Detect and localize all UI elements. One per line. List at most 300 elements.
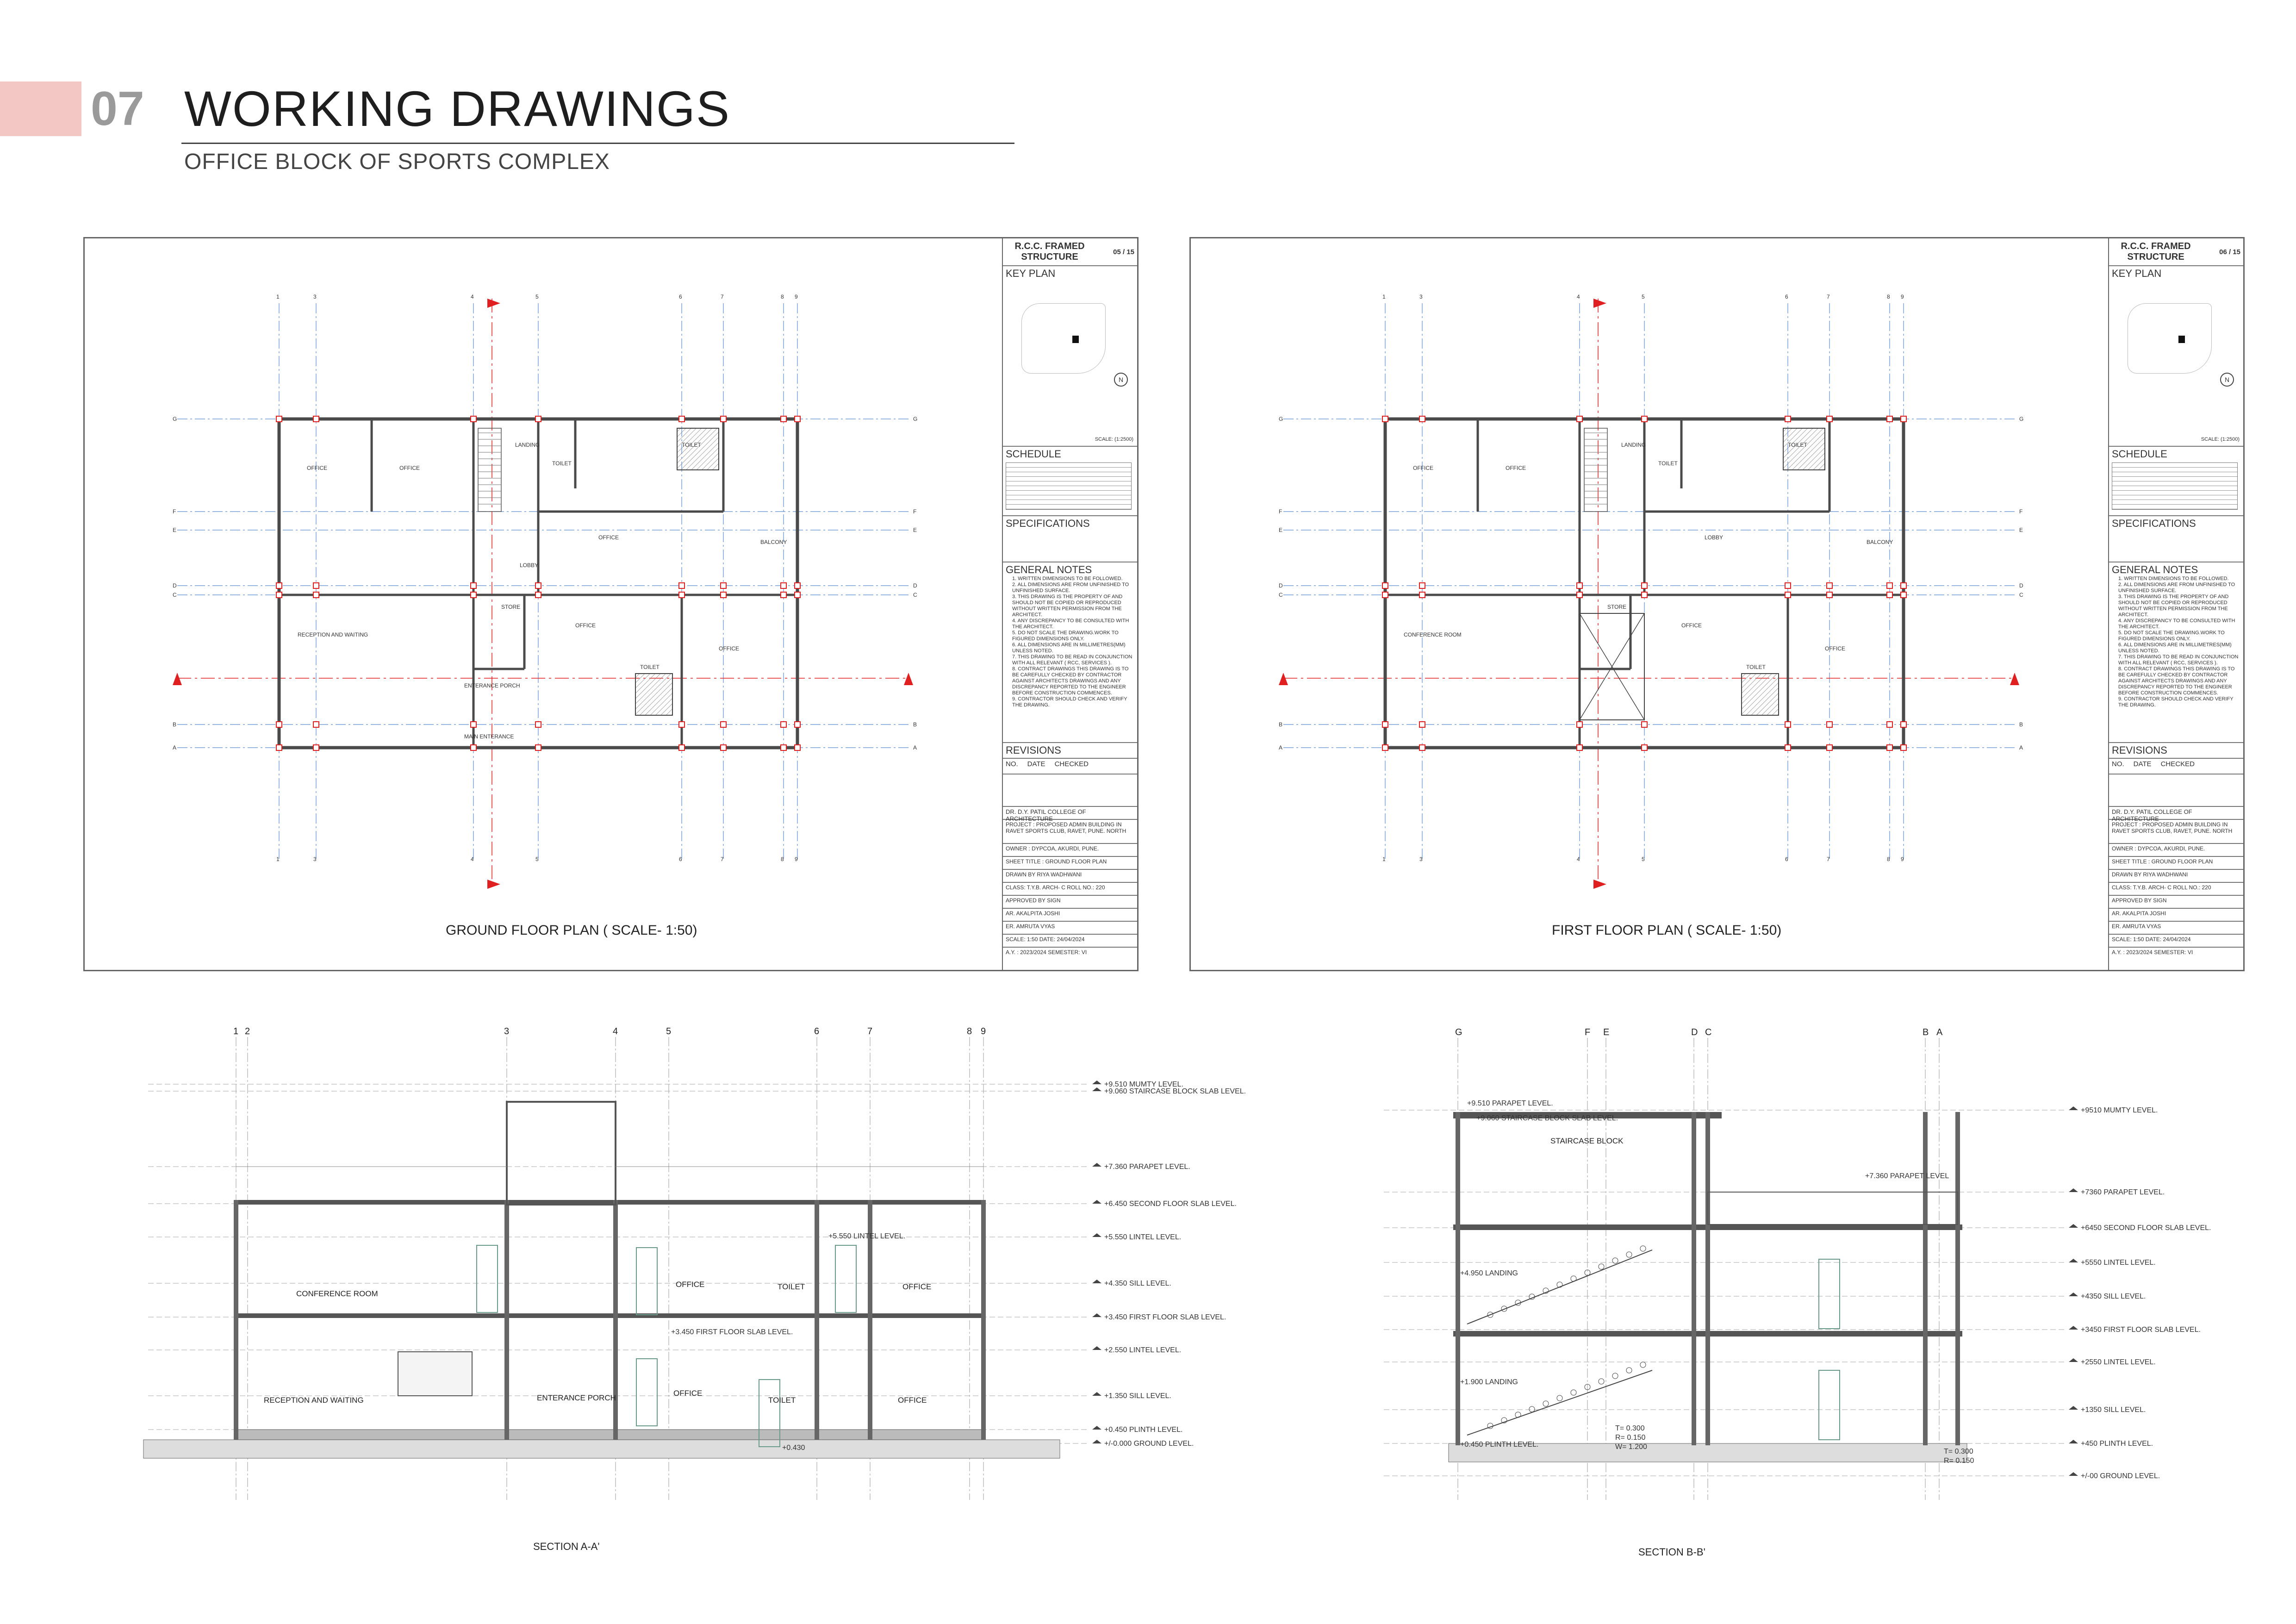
grid-axis-label: 1 [1382, 294, 1386, 300]
sheet-title-cell [2109, 238, 2243, 266]
revisions-blank [2109, 775, 2243, 807]
section-axis-label: F [1585, 1028, 1591, 1037]
general-note: 6. ALL DIMENSIONS ARE IN MILLIMETRES(MM) UNLESS NOTED. [2118, 642, 2232, 654]
grid-axis-label: A [173, 744, 177, 751]
owner-name: OWNER : DYPCOA, AKURDI, PUNE. [1003, 844, 1137, 857]
column-marker [535, 583, 541, 588]
revisions-section: REVISIONS [2109, 743, 2243, 759]
section-room-label: OFFICE [898, 1396, 927, 1405]
column-marker [1642, 416, 1647, 422]
section-room-label: STAIRCASE BLOCK [1550, 1137, 1624, 1145]
column-marker [313, 722, 319, 727]
level-label: +9510 MUMTY LEVEL. [2081, 1106, 2158, 1114]
ground-floor-plan-drawing [85, 238, 1001, 970]
section-axis-label: B [1923, 1028, 1929, 1037]
column-marker [1642, 583, 1647, 588]
level-marker-icon [2069, 1106, 2078, 1110]
mumty-block [507, 1102, 616, 1205]
level-marker-icon [1092, 1081, 1101, 1084]
level-label: +1.350 SILL LEVEL. [1104, 1392, 1171, 1400]
level-label: +450 PLINTH LEVEL. [2081, 1440, 2153, 1448]
sheet-title-cell [1003, 238, 1137, 266]
level-marker-icon [1092, 1280, 1101, 1283]
level-label: +3450 FIRST FLOOR SLAB LEVEL. [2081, 1326, 2201, 1334]
column-marker [721, 722, 726, 727]
stair-step-icon [1529, 1406, 1535, 1412]
section-axis-label: 4 [613, 1028, 618, 1037]
column-marker [721, 583, 726, 588]
approved-by: APPROVED BY SIGN [1003, 896, 1137, 909]
general-note: 5. DO NOT SCALE THE DRAWING.WORK TO FIGURED DIMENSIONS ONLY. [1012, 630, 1119, 642]
grid-axis-label: 5 [535, 856, 539, 862]
column-marker [471, 722, 476, 727]
room-label: RECEPTION AND WAITING [298, 631, 368, 638]
title-block [2108, 238, 2243, 970]
stair-step-icon [1571, 1390, 1576, 1395]
column-marker [276, 592, 282, 598]
grid-axis-label: E [913, 527, 917, 533]
section-wall [981, 1200, 986, 1440]
level-label: +9.060 STAIRCASE BLOCK SLAB LEVEL. [1104, 1087, 1246, 1095]
section-axis-label: 2 [245, 1028, 250, 1037]
stair-spec-label: R= 0.150 [1615, 1434, 1646, 1442]
key-plan-map-icon [2128, 303, 2212, 374]
level-marker-icon [1092, 1163, 1101, 1167]
grid-axis-label: D [2019, 582, 2023, 589]
section-axis-label: 1 [233, 1028, 239, 1037]
section-wall [1456, 1112, 1460, 1445]
header-accent-block [0, 81, 81, 136]
column-marker [313, 583, 319, 588]
grid-axis-label: 6 [679, 856, 682, 862]
column-marker [1901, 722, 1906, 727]
inner-level-label: +9.510 PARAPET LEVEL. [1467, 1099, 1553, 1107]
college-name: DR. D.Y. PATIL COLLEGE OF ARCHITECTURE [2109, 807, 2243, 820]
room-label: OFFICE [719, 645, 739, 652]
level-label: +7.360 PARAPET LEVEL. [1104, 1163, 1190, 1171]
grid-axis-label: 6 [1785, 294, 1788, 300]
column-marker [1419, 592, 1425, 598]
room-label: OFFICE [1506, 465, 1526, 471]
key-plan-scale: SCALE: (1:2500) [1095, 437, 1133, 442]
general-note: 3. THIS DRAWING IS THE PROPERTY OF AND SHOULD NOT BE COPIED OR REPRODUCED WITHOUT WRITTEN PERMISSION FROM THE ARCHITECT. [1012, 594, 1123, 618]
grid-axis-label: B [2019, 721, 2023, 728]
drawn-by: DRAWN BY RIYA WADHWANI [2109, 870, 2243, 883]
section-room-label: TOILET [778, 1282, 805, 1291]
grid-axis-label: A [2019, 744, 2023, 751]
column-marker [1577, 416, 1582, 422]
general-note: 1. WRITTEN DIMENSIONS TO BE FOLLOWED. [1012, 576, 1123, 581]
stair-spec-label: R= 0.150 [1944, 1457, 1974, 1465]
level-label: +4350 SILL LEVEL. [2081, 1293, 2146, 1300]
section-axis-label: 5 [666, 1028, 672, 1037]
toilet-block [635, 674, 672, 715]
level-marker-icon [1092, 1392, 1101, 1396]
grid-axis-label: 4 [471, 294, 474, 300]
grid-axis-label: 3 [1419, 856, 1423, 862]
level-label: +3.450 FIRST FLOOR SLAB LEVEL. [1104, 1313, 1226, 1321]
revision-column: CHECKED [2160, 760, 2195, 768]
revision-column: NO. [2112, 760, 2124, 768]
structure-title: R.C.C. FRAMED STRUCTURE [2121, 241, 2191, 262]
grid-axis-label: C [2019, 592, 2023, 598]
grid-axis-label: 7 [1827, 856, 1830, 862]
revision-column: DATE [1027, 760, 1045, 768]
column-marker [795, 583, 800, 588]
toilet-block [1742, 674, 1779, 715]
column-marker [1785, 745, 1791, 750]
column-marker [1887, 592, 1892, 598]
section-axis-label: A [1936, 1028, 1943, 1037]
column-marker [1382, 592, 1388, 598]
section-wall [1692, 1112, 1696, 1445]
section-arrow-icon [1279, 673, 1288, 685]
grid-axis-label: F [2019, 508, 2023, 515]
room-label: TOILET [1746, 664, 1766, 670]
north-arrow-icon: N [1114, 373, 1128, 387]
general-notes-section: GENERAL NOTES 1. WRITTEN DIMENSIONS TO BE FOLLOWED. 2. ALL DIMENSIONS ARE FROM UNFINISHED TO UNFINISHED SURFACE. 3. THIS DRAWING IS THE PROPERTY OF AND SHOULD NOT BE COPIED OR REPRODUCED WITHOUT WRITTEN PERMISSION FROM THE ARCHITECT. 4. ANY DISCREPANCY TO BE CONSULTED WITH THE ARCHITECT. 5. DO NOT SCALE THE DRAWING.WORK TO FIGURED DIMENSIONS ONLY. 6. ALL DIMENSIONS ARE IN MILLIMETRES(MM) UNLESS NOTED. 7. THIS DRAWING TO BE READ IN CONJUNCTION WITH ALL RELEVANT ( RCC, SERVICES ). 8. CONTRACT DRAWINGS THIS DRAWING IS TO BE CAREFULLY CHECKED BY CONTRACTOR AGAINST ARCHITECTS DRAWINGS AND ANY DISCREPANCY REPORTED TO THE ENGINEER BEFORE CONSTRUCTION COMMENCES. 9. CONTRACTOR SHOULD CHECK AND VERIFY THE DRAWING. [1003, 562, 1137, 743]
column-marker [535, 416, 541, 422]
inner-level-label: +0.450 PLINTH LEVEL. [1460, 1441, 1539, 1449]
parapet [1708, 1192, 1958, 1224]
door-elevation [636, 1248, 657, 1315]
plan-caption: GROUND FLOOR PLAN ( SCALE- 1:50) [446, 923, 697, 938]
project-name: PROJECT : PROPOSED ADMIN BUILDING IN RAVET SPORTS CLUB, RAVET, PUNE. NORTH [2109, 820, 2243, 844]
key-plan-scale: SCALE: (1:2500) [2201, 437, 2240, 442]
level-label: +0.450 PLINTH LEVEL. [1104, 1426, 1183, 1434]
grid-axis-label: B [913, 721, 917, 728]
staircase [478, 428, 501, 512]
general-note: 4. ANY DISCREPANCY TO BE CONSULTED WITH THE ARCHITECT. [2118, 618, 2235, 630]
year-semester: A.Y. : 2023/2024 SEMESTER: VI [1006, 949, 1087, 956]
general-note: 5. DO NOT SCALE THE DRAWING.WORK TO FIGURED DIMENSIONS ONLY. [2118, 630, 2225, 642]
column-marker [1785, 416, 1791, 422]
room-label: TOILET [1788, 442, 1807, 448]
door-elevation [835, 1245, 856, 1312]
column-marker [781, 722, 786, 727]
column-marker [1577, 745, 1582, 750]
room-label: OFFICE [307, 465, 327, 471]
general-note: 7. THIS DRAWING TO BE READ IN CONJUNCTION WITH ALL RELEVANT ( RCC, SERVICES ). [1012, 654, 1132, 666]
column-marker [1785, 583, 1791, 588]
stair-spec-label: W= 1.200 [1615, 1443, 1647, 1451]
class-roll: CLASS: T.Y.B. ARCH- C ROLL NO.: 220 [1003, 883, 1137, 896]
revision-column: CHECKED [1054, 760, 1089, 768]
inner-level-label: +1.900 LANDING [1460, 1378, 1518, 1386]
grid-axis-label: 8 [781, 856, 784, 862]
key-plan-section: KEY PLAN SCALE: (1:2500) N [1003, 266, 1137, 447]
grid-axis-label: 5 [535, 294, 539, 300]
general-note: 4. ANY DISCREPANCY TO BE CONSULTED WITH THE ARCHITECT. [1012, 618, 1129, 630]
level-label: +/-0.000 GROUND LEVEL. [1104, 1440, 1194, 1448]
grid-axis-label: 7 [1827, 294, 1830, 300]
general-note: 2. ALL DIMENSIONS ARE FROM UNFINISHED TO UNFINISHED SURFACE. [1012, 582, 1129, 593]
section-wall [613, 1200, 618, 1440]
grid-axis-label: 4 [471, 856, 474, 862]
column-marker [679, 722, 684, 727]
section-wall [504, 1200, 509, 1440]
grid-axis-label: 8 [781, 294, 784, 300]
approver-1: AR. AKALPITA JOSHI [2109, 909, 2243, 922]
section-arrow-icon [2010, 673, 2019, 685]
grid-axis-label: 3 [1419, 294, 1423, 300]
section-axis-label: D [1691, 1028, 1698, 1037]
grid-axis-label: 7 [721, 294, 724, 300]
section-room-label: RECEPTION AND WAITING [264, 1396, 364, 1405]
section-bb-caption: SECTION B-B' [1638, 1546, 1705, 1558]
room-label: TOILET [682, 442, 701, 448]
door-elevation [477, 1245, 498, 1312]
level-marker-icon [2069, 1326, 2078, 1330]
column-marker [1642, 722, 1647, 727]
grid-axis-label: C [913, 592, 917, 598]
section-room-label: TOILET [768, 1396, 796, 1405]
room-label: TOILET [552, 460, 572, 467]
column-marker [1827, 583, 1832, 588]
grid-axis-label: D [913, 582, 917, 589]
grid-axis-label: 3 [313, 856, 317, 862]
level-label: +9.510 MUMTY LEVEL. [1104, 1081, 1183, 1088]
section-axis-label: 9 [981, 1028, 986, 1037]
revisions-blank [1003, 775, 1137, 807]
column-marker [535, 722, 541, 727]
scale-date: SCALE: 1:50 DATE: 24/04/2024 [1003, 935, 1137, 948]
grid-axis-label: G [2019, 416, 2024, 422]
page-title: WORKING DRAWINGS [184, 81, 730, 137]
level-label: +5550 LINTEL LEVEL. [2081, 1259, 2156, 1267]
column-marker [781, 745, 786, 750]
section-aa-drawing [69, 1028, 1282, 1546]
column-marker [471, 583, 476, 588]
site-marker-icon [2178, 336, 2185, 343]
level-marker-icon [1092, 1200, 1101, 1204]
general-note: 9. CONTRACTOR SHOULD CHECK AND VERIFY THE DRAWING. [1012, 696, 1127, 708]
room-label: TOILET [640, 664, 660, 670]
section-axis-label: E [1603, 1028, 1610, 1037]
grid-axis-label: F [173, 508, 176, 515]
general-notes-section: GENERAL NOTES 1. WRITTEN DIMENSIONS TO BE FOLLOWED. 2. ALL DIMENSIONS ARE FROM UNFINISHED TO UNFINISHED SURFACE. 3. THIS DRAWING IS THE PROPERTY OF AND SHOULD NOT BE COPIED OR REPRODUCED WITHOUT WRITTEN PERMISSION FROM THE ARCHITECT. 4. ANY DISCREPANCY TO BE CONSULTED WITH THE ARCHITECT. 5. DO NOT SCALE THE DRAWING.WORK TO FIGURED DIMENSIONS ONLY. 6. ALL DIMENSIONS ARE IN MILLIMETRES(MM) UNLESS NOTED. 7. THIS DRAWING TO BE READ IN CONJUNCTION WITH ALL RELEVANT ( RCC, SERVICES ). 8. CONTRACT DRAWINGS THIS DRAWING IS TO BE CAREFULLY CHECKED BY CONTRACTOR AGAINST ARCHITECTS DRAWINGS AND ANY DISCREPANCY REPORTED TO THE ENGINEER BEFORE CONSTRUCTION COMMENCES. 9. CONTRACTOR SHOULD CHECK AND VERIFY THE DRAWING. [2109, 562, 2243, 743]
column-marker [1382, 583, 1388, 588]
column-marker [276, 745, 282, 750]
column-marker [1785, 722, 1791, 727]
grid-axis-label: F [1279, 508, 1282, 515]
class-roll: CLASS: T.Y.B. ARCH- C ROLL NO.: 220 [2109, 883, 2243, 896]
stair-flight [1467, 1250, 1652, 1324]
room-label: CONFERENCE ROOM [1404, 631, 1462, 638]
column-marker [795, 722, 800, 727]
stair-step-icon [1640, 1362, 1646, 1368]
grid-axis-label: D [173, 582, 177, 589]
column-marker [471, 592, 476, 598]
section-arrow-icon [487, 299, 500, 308]
door-elevation [636, 1359, 657, 1426]
window-w2 [398, 1352, 472, 1396]
level-label: +1350 SILL LEVEL. [2081, 1406, 2146, 1414]
approver-2: ER. AMRUTA VYAS [1003, 922, 1137, 935]
level-marker-icon [2069, 1224, 2078, 1228]
room-label: OFFICE [575, 622, 596, 629]
grid-axis-label: 9 [795, 856, 798, 862]
grid-axis-label: 8 [1887, 856, 1890, 862]
grid-axis-label: 1 [1382, 856, 1386, 862]
grid-axis-label: 3 [313, 294, 317, 300]
general-note: 8. CONTRACT DRAWINGS THIS DRAWING IS TO BE CAREFULLY CHECKED BY CONTRACTOR AGAINST ARCHITECTS DRAWINGS AND ANY DISCREPANCY REPORTED TO THE ENGINEER BEFORE CONSTRUCTION COMMENCES. [2118, 666, 2235, 696]
inner-level-label: +7.360 PARAPET LEVEL [1865, 1172, 1949, 1180]
level-marker-icon [2069, 1472, 2078, 1476]
section-room-label: ENTERANCE PORCH [537, 1393, 616, 1402]
project-name: PROJECT : PROPOSED ADMIN BUILDING IN RAVET SPORTS CLUB, RAVET, PUNE. NORTH [1003, 820, 1137, 844]
column-marker [1419, 416, 1425, 422]
section-wall [815, 1200, 819, 1440]
column-marker [1382, 722, 1388, 727]
column-marker [1419, 722, 1425, 727]
room-label: LOBBY [520, 562, 539, 568]
year-semester: A.Y. : 2023/2024 SEMESTER: VI [2112, 949, 2193, 956]
column-marker [1901, 583, 1906, 588]
schedule-table [2112, 462, 2238, 510]
level-marker-icon [1092, 1426, 1101, 1430]
title-block [1002, 238, 1137, 970]
schedule-table [1006, 462, 1132, 510]
column-marker [1642, 592, 1647, 598]
level-label: +/-00 GROUND LEVEL. [2081, 1472, 2160, 1480]
section-axis-label: 6 [814, 1028, 820, 1037]
grid-axis-label: C [173, 592, 177, 598]
column-marker [1382, 745, 1388, 750]
ground-floor-sheet [83, 237, 1139, 971]
column-marker [1419, 583, 1425, 588]
column-marker [471, 745, 476, 750]
sheet-number: 06 / 15 [2219, 248, 2240, 256]
section-wall [234, 1200, 238, 1440]
general-note: 2. ALL DIMENSIONS ARE FROM UNFINISHED TO UNFINISHED SURFACE. [2118, 582, 2235, 593]
section-aa-caption: SECTION A-A' [533, 1541, 600, 1552]
column-marker [313, 416, 319, 422]
revisions-section: REVISIONS [1003, 743, 1137, 759]
stair-spec-label: T= 0.300 [1615, 1424, 1645, 1432]
first-floor-plan-drawing [1191, 238, 2107, 970]
section-wall [1705, 1112, 1710, 1445]
level-marker-icon [1092, 1346, 1101, 1350]
grid-axis-label: E [2019, 527, 2023, 533]
column-marker [679, 416, 684, 422]
grid-axis-label: B [1279, 721, 1283, 728]
grid-axis-label: 5 [1642, 856, 1645, 862]
level-label: +2.550 LINTEL LEVEL. [1104, 1346, 1182, 1354]
room-label: STORE [1607, 604, 1627, 610]
site-marker-icon [1072, 336, 1079, 343]
grid-axis-label: F [913, 508, 917, 515]
grid-axis-label: 1 [276, 856, 280, 862]
section-room-label: OFFICE [673, 1389, 703, 1398]
inner-level-label: +3.450 FIRST FLOOR SLAB LEVEL. [671, 1328, 793, 1336]
approver-1: AR. AKALPITA JOSHI [1003, 909, 1137, 922]
column-marker [276, 416, 282, 422]
column-marker [1577, 583, 1582, 588]
grid-axis-label: 9 [795, 294, 798, 300]
structure-title: R.C.C. FRAMED STRUCTURE [1014, 241, 1085, 262]
column-marker [1577, 592, 1582, 598]
section-axis-label: 8 [967, 1028, 972, 1037]
column-marker [781, 592, 786, 598]
door-elevation [1819, 1259, 1840, 1329]
column-marker [1901, 416, 1906, 422]
grid-axis-label: 7 [721, 856, 724, 862]
stair-step-icon [1599, 1264, 1604, 1269]
owner-name: OWNER : DYPCOA, AKURDI, PUNE. [2109, 844, 2243, 857]
column-marker [1887, 583, 1892, 588]
college-name: DR. D.Y. PATIL COLLEGE OF ARCHITECTURE [1003, 807, 1137, 820]
toilet-block [1783, 428, 1825, 470]
column-marker [1827, 592, 1832, 598]
section-room-label: CONFERENCE ROOM [296, 1289, 378, 1298]
section-axis-label: C [1705, 1028, 1712, 1037]
inner-level-label: +9.060 STAIRCASE BLOCK SLAB LEVEL. [1476, 1114, 1618, 1122]
grid-axis-label: C [1279, 592, 1283, 598]
sheet-number: 05 / 15 [1113, 248, 1134, 256]
section-arrow-icon [173, 673, 182, 685]
revision-column: DATE [2133, 760, 2152, 768]
inner-level-label: +5.550 LINTEL LEVEL. [828, 1232, 906, 1240]
column-marker [471, 416, 476, 422]
schedule-section: SCHEDULE [2109, 447, 2243, 516]
title-rule [181, 143, 1014, 144]
grid-axis-label: 9 [1901, 856, 1904, 862]
approver-2: ER. AMRUTA VYAS [2109, 922, 2243, 935]
room-label: OFFICE [1681, 622, 1702, 629]
room-label: MAIN ENTERANCE [464, 733, 514, 740]
revisions-header [1003, 759, 1137, 775]
section-arrow-icon [904, 673, 913, 685]
stair-step-icon [1557, 1395, 1562, 1401]
level-label: +7360 PARAPET LEVEL. [2081, 1188, 2165, 1196]
level-marker-icon [2069, 1358, 2078, 1362]
column-marker [1887, 416, 1892, 422]
general-note: 8. CONTRACT DRAWINGS THIS DRAWING IS TO BE CAREFULLY CHECKED BY CONTRACTOR AGAINST ARCHITECTS DRAWINGS AND ANY DISCREPANCY REPORTED TO THE ENGINEER BEFORE CONSTRUCTION COMMENCES. [1012, 666, 1129, 696]
grid-axis-label: 6 [1785, 856, 1788, 862]
approved-by: APPROVED BY SIGN [2109, 896, 2243, 909]
section-number: 07 [91, 82, 144, 136]
column-marker [1827, 745, 1832, 750]
grid-axis-label: 8 [1887, 294, 1890, 300]
level-label: +6450 SECOND FLOOR SLAB LEVEL. [2081, 1224, 2211, 1232]
grid-axis-label: 1 [276, 294, 280, 300]
specifications-section: SPECIFICATIONS [2109, 516, 2243, 562]
grid-axis-label: E [173, 527, 177, 533]
column-marker [1382, 416, 1388, 422]
inner-level-label: +4.950 LANDING [1460, 1269, 1518, 1277]
page-subtitle: OFFICE BLOCK OF SPORTS COMPLEX [184, 150, 610, 174]
level-marker-icon [2069, 1259, 2078, 1262]
revision-column: NO. [1006, 760, 1018, 768]
column-marker [1577, 722, 1582, 727]
sheet-title: SHEET TITLE : GROUND FLOOR PLAN [2109, 857, 2243, 870]
section-arrow-icon [1593, 299, 1606, 308]
section-axis-label: G [1455, 1028, 1462, 1037]
first-floor-sheet [1189, 237, 2245, 971]
column-marker [795, 592, 800, 598]
column-marker [795, 745, 800, 750]
room-label: OFFICE [399, 465, 420, 471]
room-label: OFFICE [598, 534, 619, 541]
schedule-section: SCHEDULE [1003, 447, 1137, 516]
section-arrow-icon [487, 880, 500, 889]
toilet-block [677, 428, 719, 470]
column-marker [1901, 745, 1906, 750]
level-label: +2550 LINTEL LEVEL. [2081, 1358, 2156, 1366]
general-note: 6. ALL DIMENSIONS ARE IN MILLIMETRES(MM) UNLESS NOTED. [1012, 642, 1126, 654]
general-note: 7. THIS DRAWING TO BE READ IN CONJUNCTION WITH ALL RELEVANT ( RCC, SERVICES ). [2118, 654, 2239, 666]
